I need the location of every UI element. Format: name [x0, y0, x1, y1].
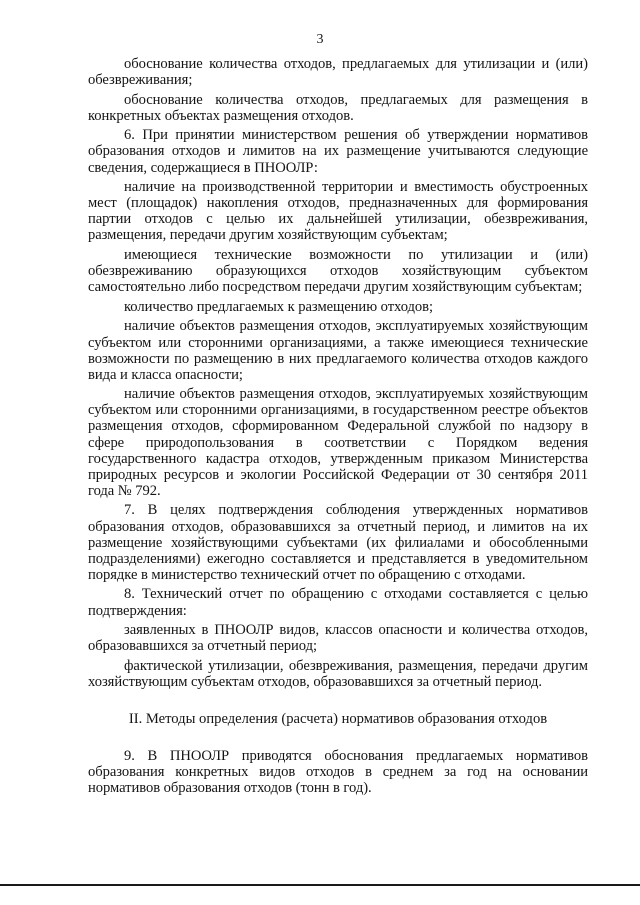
document-body — [88, 56, 588, 800]
paragraph: 7. В целях подтверждения соблюдения утвержденных нормативов образования отходов, образовавшихся за отчетный период, и лимитов на их размещение хозяйствующими субъектами (их филиалами и обособленными подразделениями) ежегодно составляется и представляется в уведомительном порядке в министерство технический отчет по обращению с отходами. — [88, 502, 588, 583]
paragraph: заявленных в ПНООЛР видов, классов опасности и количества отходов, образовавшихся за отчетный период; — [88, 622, 588, 655]
page-number: 3 — [316, 32, 324, 47]
paragraph: фактической утилизации, обезвреживания, размещения, передачи другим хозяйствующим субъектам отходов, образовавшихся за отчетный период. — [88, 657, 588, 690]
paragraph: обоснование количества отходов, предлагаемых для утилизации и (или) обезвреживания; — [88, 56, 588, 89]
paragraph: 6. При принятии министерством решения об утверждении нормативов образования отходов и лимитов на их размещение учитываются следующие сведения, содержащиеся в ПНООЛР: — [88, 127, 588, 176]
paragraph: наличие объектов размещения отходов, эксплуатируемых хозяйствующим субъектом или сторонними организациями, а также имеющиеся технические возможности по размещению в них предлагаемого количества отходов каждого вида и класса опасности; — [88, 318, 588, 383]
paragraph: 8. Технический отчет по обращению с отходами составляется с целью подтверждения: — [88, 586, 588, 619]
paragraph: 9. В ПНООЛР приводятся обоснования предлагаемых нормативов образования конкретных видов отходов в среднем за год на основании нормативов образования отходов (тонн в год). — [88, 748, 588, 797]
paragraph: имеющиеся технические возможности по утилизации и (или) обезвреживанию образующихся отходов хозяйствующим субъектом самостоятельно либо посредством передачи другим хозяйствующим субъектам; — [88, 247, 588, 296]
bottom-rule — [0, 884, 640, 886]
paragraph: количество предлагаемых к размещению отходов; — [124, 298, 434, 315]
section-heading: II. Методы определения (расчета) нормативов образования отходов — [128, 710, 548, 727]
paragraph: наличие на производственной территории и вместимость обустроенных мест (площадок) накопления отходов, предназначенных для формирования партии отходов с целью их дальнейшей утилизации, обезвреживания, размещения, передачи другим хозяйствующим субъектам; — [88, 179, 588, 244]
paragraph: наличие объектов размещения отходов, эксплуатируемых хозяйствующим субъектом или сторонними организациями, в государственном реестре объектов размещения отходов, сформированном Федеральной службой по надзору в сфере природопользования в соответствии с Порядком ведения государственного кадастра отходов, утвержденным приказом Министерства природных ресурсов и экологии Российской Федерации от 30 сентября 2011 года № 792. — [88, 386, 588, 499]
paragraph: обоснование количества отходов, предлагаемых для размещения в конкретных объектах размещения отходов. — [88, 91, 588, 124]
